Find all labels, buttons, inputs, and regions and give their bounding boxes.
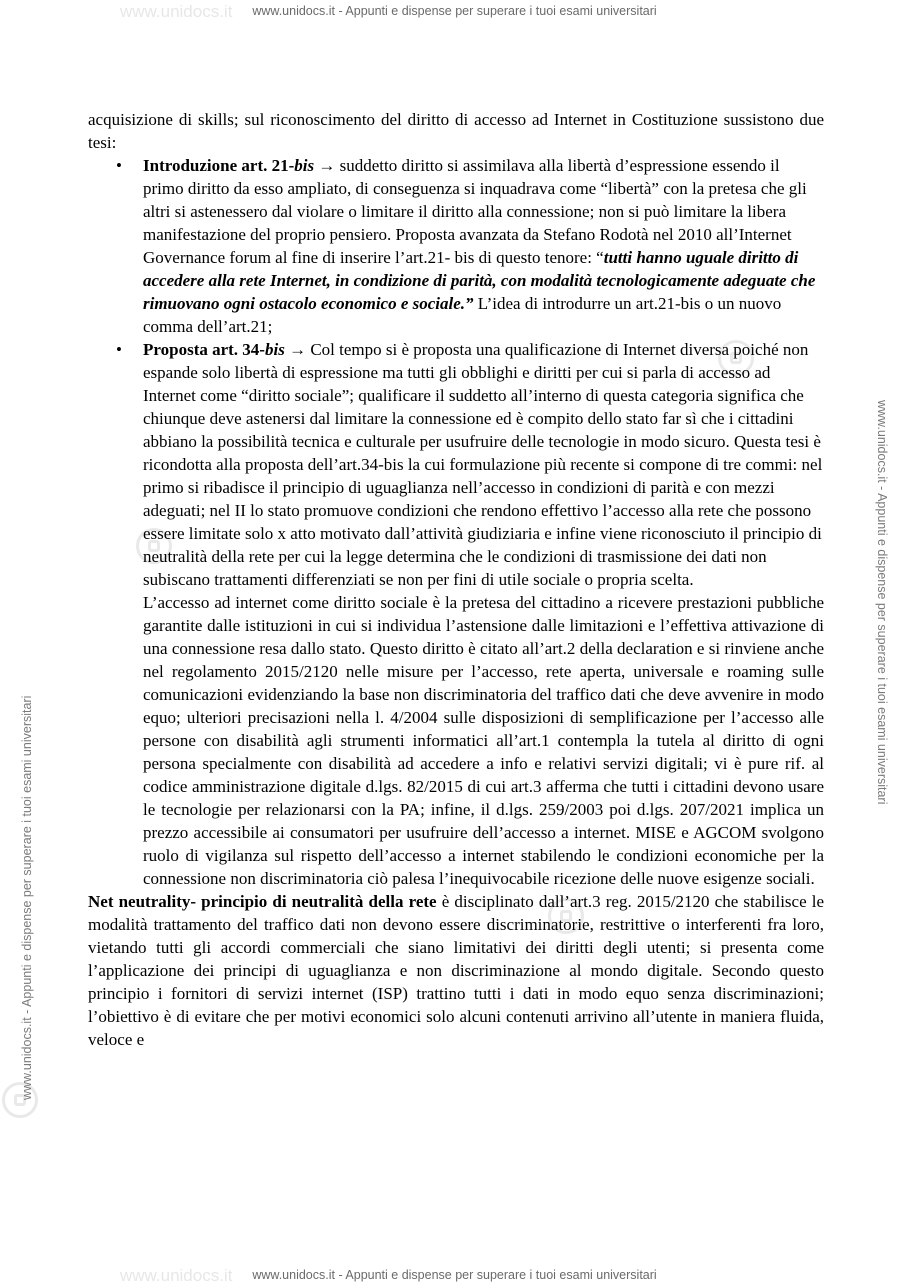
- arrow-icon: →: [289, 340, 307, 359]
- list-item-art21bis: [116, 154, 824, 338]
- net-neutrality-paragraph: Net neutrality- principio di neutralità della rete è disciplinato dall’art.3 reg. 2015/2120 che stabilisce le modalità trattamento del traffico dati non devono essere discriminatorie, restrittive o interferenti fra loro, vietando tutti gli accordi commerciali che siano limitativi dei diritti degli utenti; si presenta come l’applicazione dei principi di uguaglianza e non discriminazione al mondo digitale. Secondo questo principio i fornitori di servizi internet (ISP) trattino tutti i dati in modo equo senza discriminazioni; l’obiettivo è di evitare che per motivi economici solo alcuni contenuti arrivino all’utente in maniera fluida, veloce e: [88, 892, 825, 1049]
- bullet-icon: •: [116, 156, 122, 175]
- social-right-paragraph: L’accesso ad internet come diritto sociale è la pretesa del cittadino a ricevere prestazioni pubbliche garantite dalle istituzioni in cui si individua l’astensione dalle limitazioni e l’effettiva attivazione di una connessione resa dallo stato. Questo diritto è citato all’art.2 della declaration e si rinviene anche nel regolamento 2015/2120 nelle misure per l’accesso, rete aperta, universale e roaming sulle comunicazioni evidenziando la base non discriminatoria del traffico dati che deve avvenire in modo equo; ulteriori precisazioni nella l. 4/2004 sulle disposizioni di semplificazione per l’accesso alle persone con disabilità agli strumenti informatici all’art.1 contempla la tutela al diritto di ogni persona specialmente con disabilità ad accedere a info e relativi servizi digitali; vi è pure rif. al codice amministrazione digitale d.lgs. 82/2015 di cui art.3 afferma che tutti i cittadini devono usare le tecnologie per relazionarsi con la PA; infine, il d.lgs. 259/2003 poi d.lgs. 207/2021 implica un prezzo accessibile ai consumatori per usufruire dell’accesso a internet. MISE e AGCOM svolgono ruolo di vigilanza sul rispetto dell’accesso a internet stabilendo le condizioni economiche per la connessione non discriminatoria ciò palesa l’inequivocabile ricezione delle nuove esigenze sociali.: [143, 593, 824, 888]
- rodota-quote: tutti hanno uguale diritto di accedere alla rete Internet, in condizione di parità, con modalità tecnologicamente adeguate che rimuovano ogni ostacolo economico e sociale.”: [143, 248, 816, 313]
- art21bis-text: Introduzione art. 21-bis → suddetto diritto si assimilava alla libertà d’espressione essendo il primo diritto da esso ampliato, di conseguenza si inquadrava come “libertà” con la pretesa che gli altri si astenessero dal violare o limitare il diritto alla connessione; non si può limitare la libera manifestazione del proprio pensiero. Proposta avanzata da Stefano Rodotà nel 2010 all’Internet Governance forum al fine di inserire l’art.21- bis di questo tenore: “tutti hanno uguale diritto di accedere alla rete Internet, in condizione di parità, con modalità tecnologicamente adeguate che rimuovano ogni ostacolo economico e sociale.” L’idea di introdurre un art.21-bis o un nuovo comma dell’art.21;: [143, 156, 816, 336]
- intro-paragraph: acquisizione di skills; sul riconoscimento del diritto di accesso ad Internet in Costituzione sussistono due tesi:: [88, 110, 824, 152]
- art34bis-title: Proposta art. 34-bis: [143, 340, 285, 359]
- header-watermark: www.unidocs.it - Appunti e dispense per superare i tuoi esami universitari: [252, 4, 657, 18]
- art21bis-title: Introduzione art. 21-bis: [143, 156, 315, 175]
- list-item-art34bis: [116, 338, 824, 890]
- side-watermark-left: www.unidocs.it - Appunti e dispense per superare i tuoi esami universitari: [20, 695, 34, 1100]
- thesis-list: [88, 154, 824, 890]
- net-neutrality-title: Net neutrality- principio di neutralità della rete: [88, 892, 437, 911]
- document-body: [88, 108, 824, 1051]
- ghost-watermark-bottom-left: www.unidocs.it: [120, 1266, 233, 1285]
- art34bis-text: Proposta art. 34-bis → Col tempo si è proposta una qualificazione di Internet diversa poiché non espande solo libertà di espressione ma tutti gli obblighi e diritti per cui si parla di accesso ad Internet come “diritto sociale”; qualificare il suddetto all’interno di questa categoria significa che chiunque deve astenersi dal limitare la connessione ed è compito dello stato far sì che i cittadini abbiano la possibilità tecnica e culturale per usufruire delle tecnologie in modo sicuro. Questa tesi è ricondotta alla proposta dell’art.34-bis la cui formulazione più recente si compone di tre commi: nel primo si ribadisce il principio di uguaglianza nell’accesso in condizioni di parità e con mezzi adeguati; nel II lo stato promuove condizioni che rendono effettivo l’accesso alla rete che possono essere limitate solo x atto motivato dall’attività giudiziaria e infine viene riconosciuto il principio di neutralità della rete per cui la legge determina che le condizioni di trasmissione dei dati non subiscano trattamenti differenziati se non per fini di utile sociale o propria scelta.: [143, 340, 823, 589]
- bullet-icon: •: [116, 340, 122, 359]
- footer-watermark: www.unidocs.it - Appunti e dispense per superare i tuoi esami universitari: [252, 1268, 657, 1282]
- side-watermark-right: www.unidocs.it - Appunti e dispense per superare i tuoi esami universitari: [875, 400, 889, 805]
- ghost-watermark-top-left: www.unidocs.it: [120, 2, 233, 21]
- arrow-icon: →: [318, 156, 336, 175]
